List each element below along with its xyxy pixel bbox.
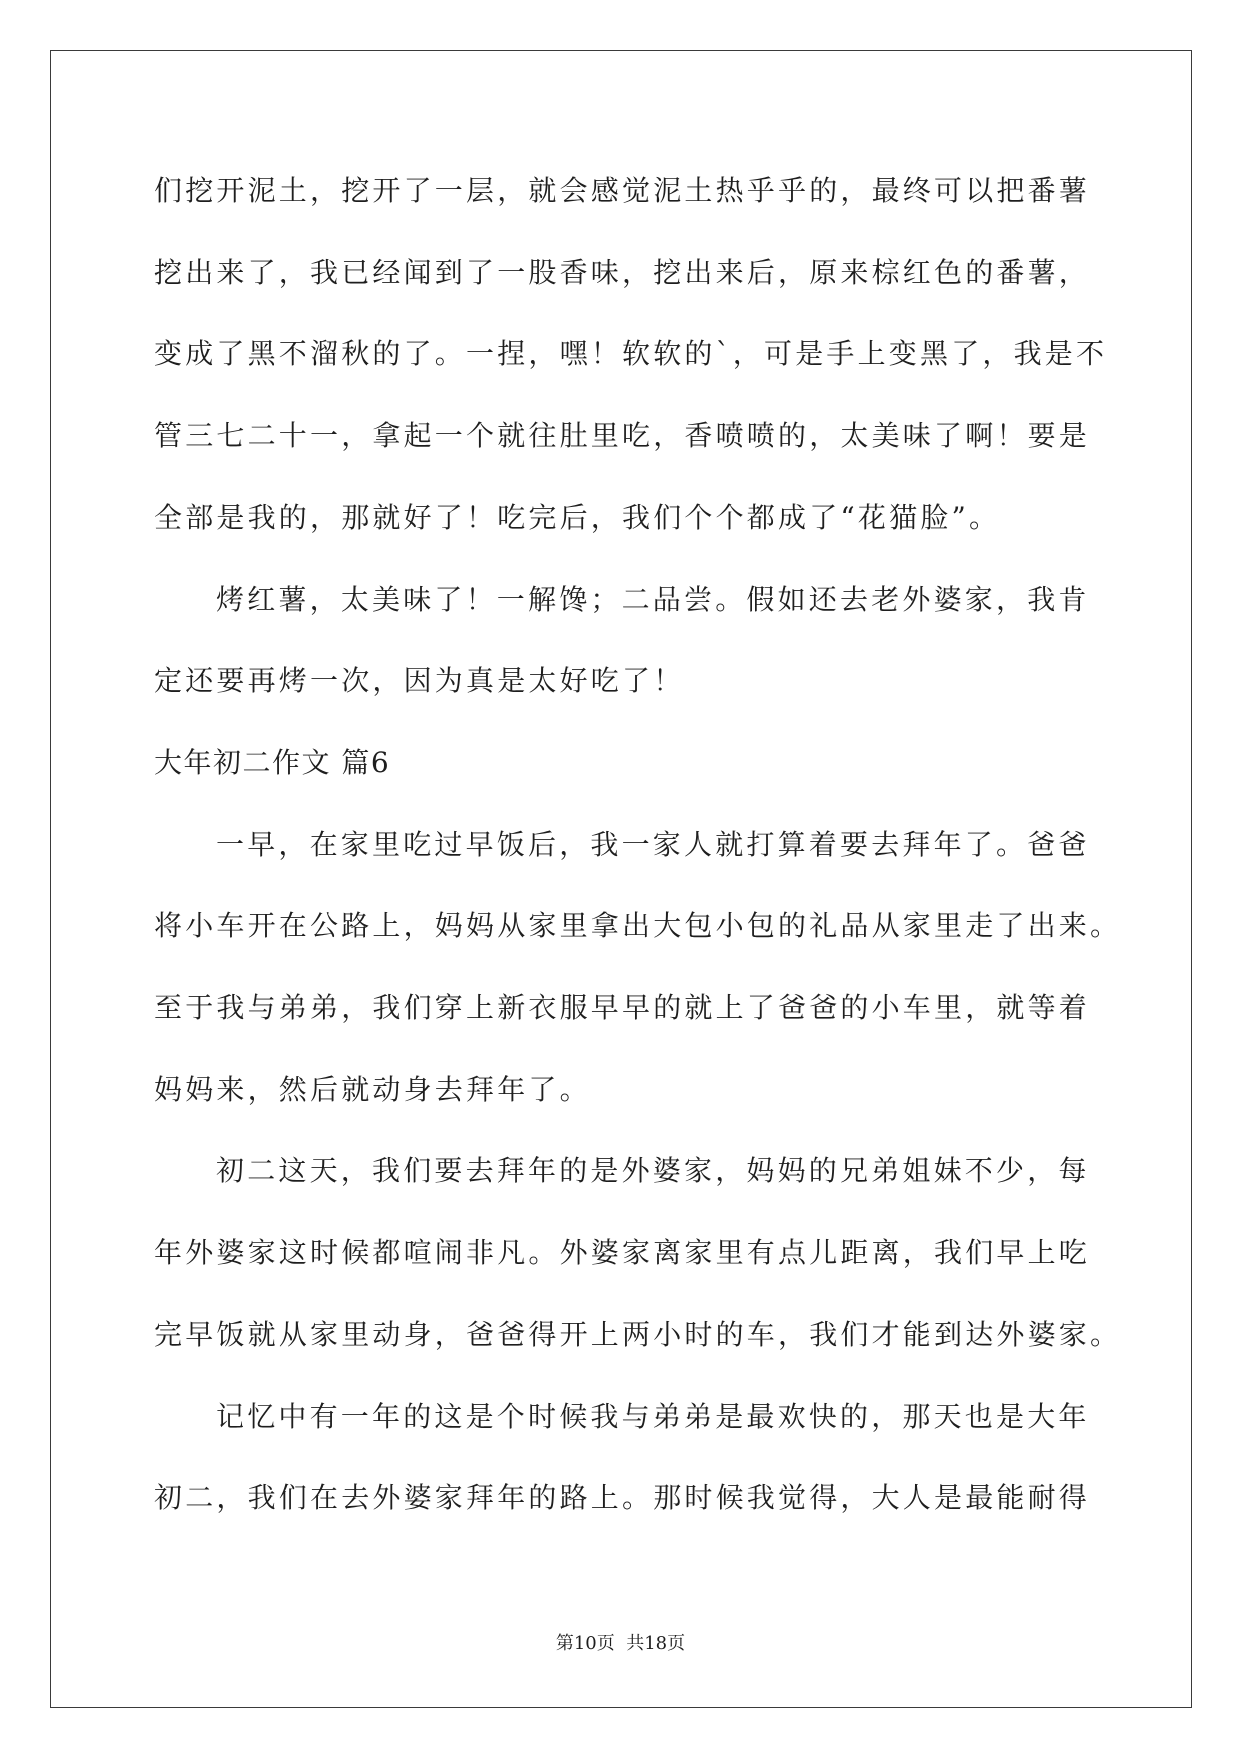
text-line: 们挖开泥土，挖开了一层，就会感觉泥土热乎乎的，最终可以把番薯: [154, 174, 1091, 207]
text-line: 完早饭就从家里动身，爸爸得开上两小时的车，我们才能到达外婆家。: [154, 1318, 1122, 1351]
text-line: 记忆中有一年的这是个时候我与弟弟是最欢快的，那天也是大年: [216, 1400, 1090, 1433]
text-line: 初二，我们在去外婆家拜年的路上。那时候我觉得，大人是最能耐得: [154, 1481, 1091, 1514]
text-line: 一早，在家里吃过早饭后，我一家人就打算着要去拜年了。爸爸: [216, 828, 1090, 861]
text-line: 妈妈来，然后就动身去拜年了。: [154, 1073, 591, 1106]
text-line: 定还要再烤一次，因为真是太好吃了！: [154, 664, 685, 697]
text-line: 至于我与弟弟，我们穿上新衣服早早的就上了爸爸的小车里，就等着: [154, 991, 1091, 1024]
text-line: 初二这天，我们要去拜年的是外婆家，妈妈的兄弟姐妹不少，每: [216, 1154, 1090, 1187]
text-line: 变成了黑不溜秋的了。一捏，嘿！软软的`，可是手上变黑了，我是不: [154, 337, 1108, 370]
page-border: [50, 50, 1192, 1708]
text-line: 全部是我的，那就好了！吃完后，我们个个都成了“花猫脸”。: [154, 501, 1001, 534]
text-line: 年外婆家这时候都喧闹非凡。外婆家离家里有点儿距离，我们早上吃: [154, 1236, 1091, 1269]
text-line: 将小车开在公路上，妈妈从家里拿出大包小包的礼品从家里走了出来。: [154, 909, 1122, 942]
section-heading: 大年初二作文 篇6: [154, 746, 391, 779]
text-line: 管三七二十一，拿起一个就往肚里吃，香喷喷的，太美味了啊！要是: [154, 419, 1091, 452]
page-number-footer: 第10页 共18页: [555, 1633, 686, 1654]
text-line: 挖出来了，我已经闻到了一股香味，挖出来后，原来棕红色的番薯，: [154, 256, 1091, 289]
text-line: 烤红薯，太美味了！一解馋；二品尝。假如还去老外婆家，我肯: [216, 583, 1090, 616]
